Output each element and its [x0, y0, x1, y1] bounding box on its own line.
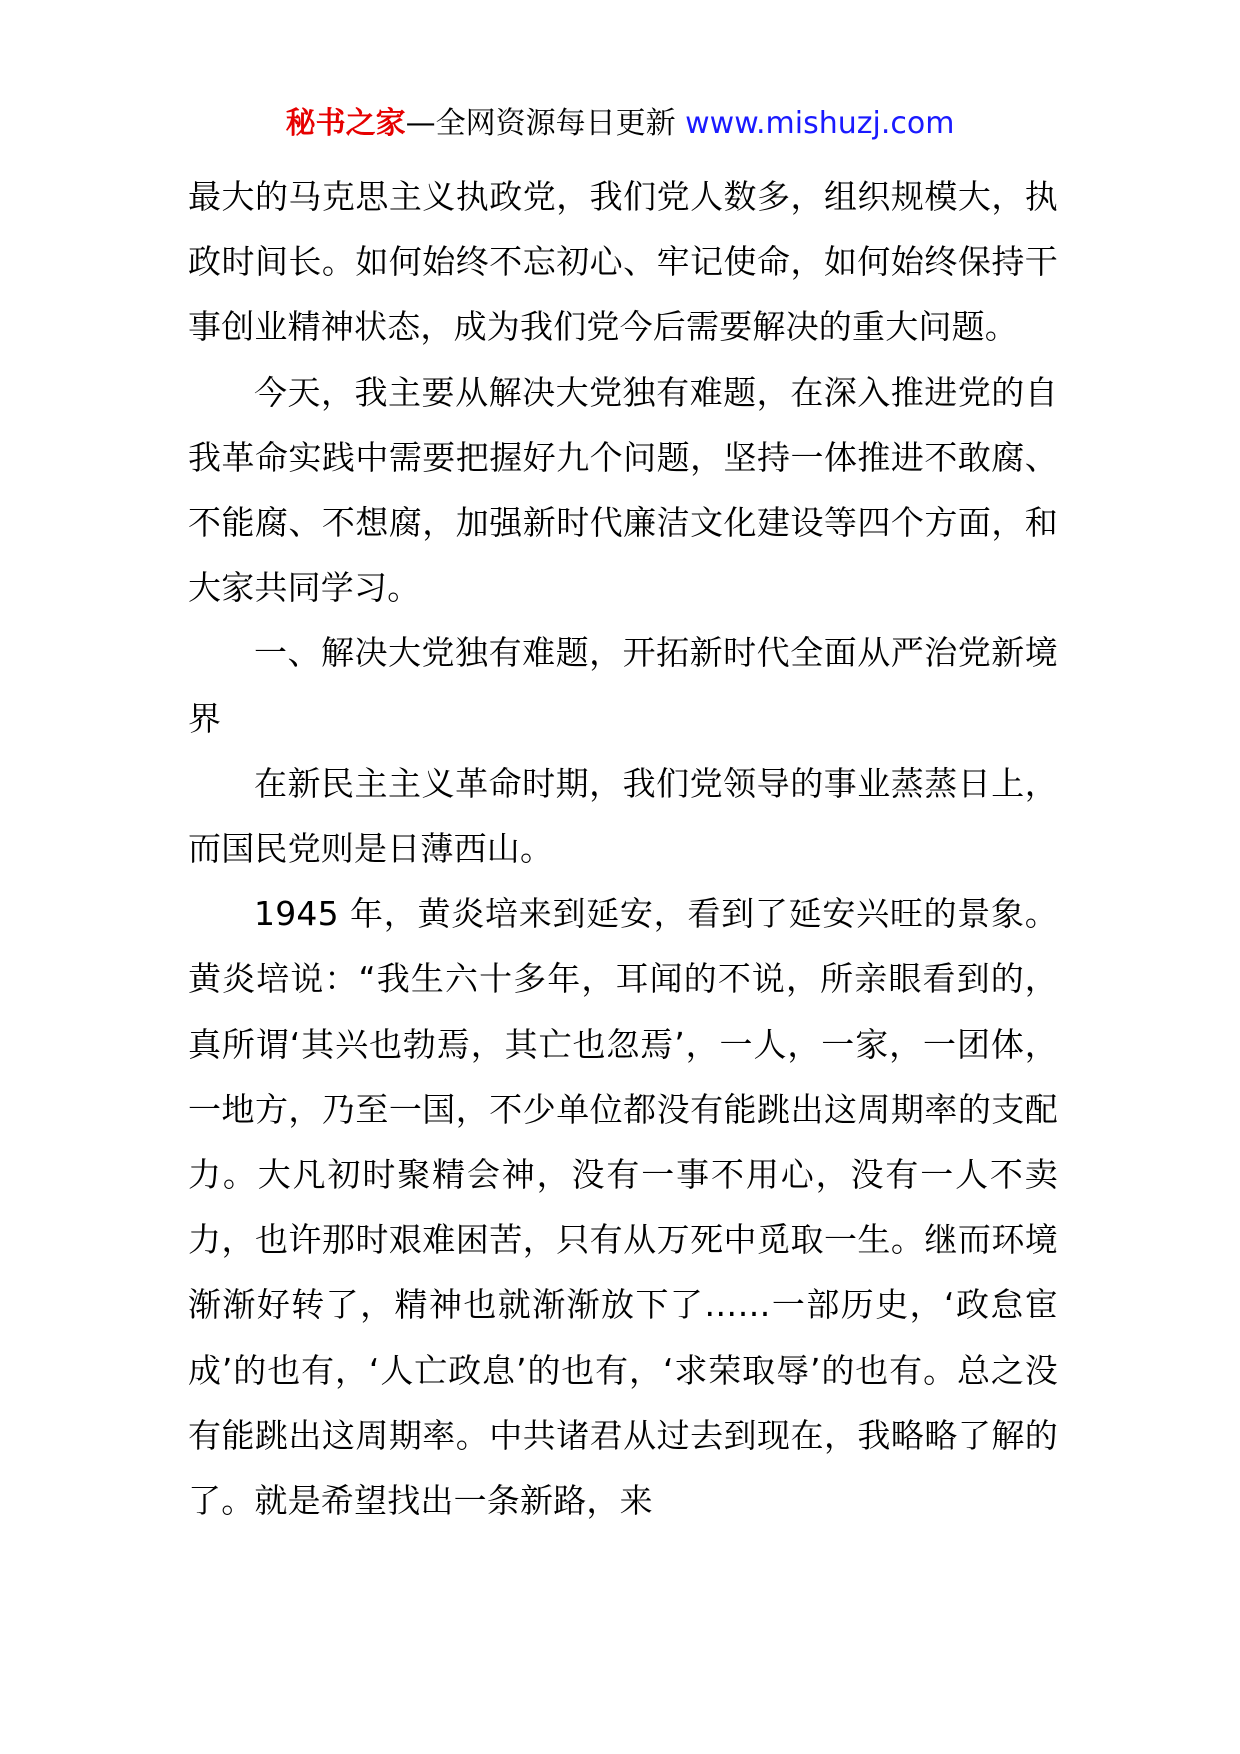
- page-header: [0, 102, 1240, 146]
- header-tagline: —全网资源每日更新: [405, 106, 686, 141]
- section-heading: 一、解决大党独有难题，开拓新时代全面从严治党新境界: [188, 633, 1058, 738]
- paragraph-continued: 最大的马克思主义执政党，我们党人数多，组织规模大，执政时间长。如何始终不忘初心、牢记使命，如何始终保持干事创业精神状态，成为我们党今后需要解决的重大问题。: [188, 177, 1058, 347]
- paragraph-intro: 今天，我主要从解决大党独有难题，在深入推进党的自我革命实践中需要把握好九个问题，坚持一体推进不敢腐、不能腐、不想腐，加强新时代廉洁文化建设等四个方面，和大家共同学习。: [188, 372, 1058, 608]
- paragraph: 在新民主主义革命时期，我们党领导的事业蒸蒸日上，而国民党则是日薄西山。: [188, 763, 1058, 869]
- document-body: [188, 164, 1058, 1533]
- header-url-link[interactable]: www.mishuzj.com: [685, 106, 955, 141]
- header-brand: 秘书之家: [285, 106, 406, 141]
- paragraph: 1945 年，黄炎培来到延安，看到了延安兴旺的景象。黄炎培说：“我生六十多年，耳闻的不说，所亲眼看到的，真所谓‘其兴也勃焉，其亡也忽焉’，一人，一家，一团体，一地方，乃至一国，不少单位都没有能跳出这周期率的支配力。大凡初时聚精会神，没有一事不用心，没有一人不卖力，也许那时艰难困苦，只有从万死中觅取一生。继而环境渐渐好转了，精神也就渐渐放下了……一部历史，‘政怠宦成’的也有，‘人亡政息’的也有，‘求荣取辱’的也有。总之没有能跳出这周期率。中共诸君从过去到现在，我略略了解的了。就是希望找出一条新路，来: [188, 894, 1058, 1521]
